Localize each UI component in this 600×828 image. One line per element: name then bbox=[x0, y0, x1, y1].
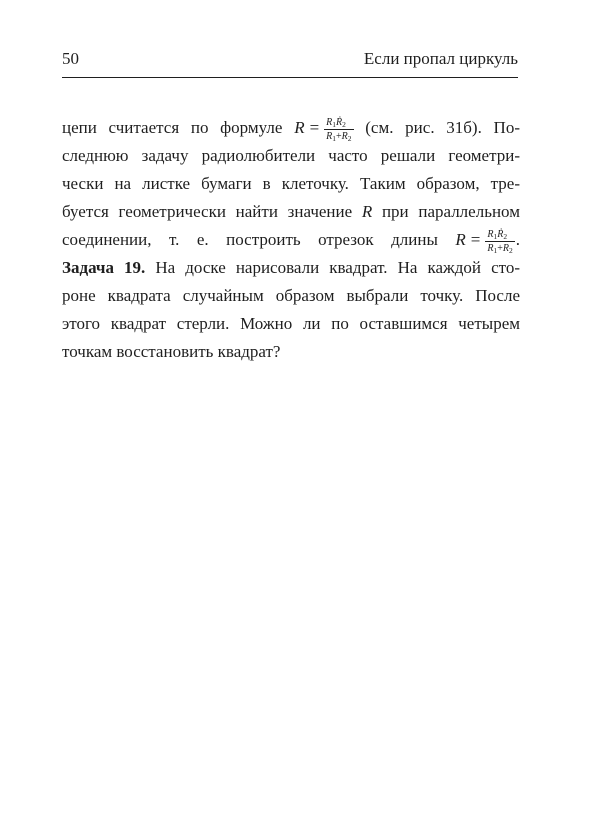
page-number: 50 bbox=[62, 49, 79, 68]
formula-parallel-resistance bbox=[294, 116, 353, 143]
math-var-R: R bbox=[294, 118, 305, 137]
text-line-3: чески на листке бумаги в клеточку. Таким образом, тре- bbox=[62, 174, 520, 193]
text-line-7: роне квадрата случайным образом выбрали точку. После bbox=[62, 286, 520, 305]
equals-sign: = bbox=[470, 230, 481, 249]
resistance-fraction bbox=[485, 229, 514, 254]
resistance-fraction bbox=[324, 117, 353, 142]
sentence-period: . bbox=[515, 230, 520, 249]
text-line-8: этого квадрат стерли. Можно ли по оставшимся четырем bbox=[62, 314, 520, 333]
math-var-R: R bbox=[361, 202, 373, 221]
fraction-denominator: $R_1+R_2$ bbox=[326, 130, 352, 143]
page-header bbox=[62, 49, 518, 78]
fraction-denominator: $R_1+R_2$ bbox=[487, 242, 513, 255]
text-line-5: соединении, т. е. построить отрезок длины R = $\frac{R_1Ṙ_2}{R_1+R_2}$ . bbox=[62, 228, 520, 255]
problem-label: Задача 19. bbox=[62, 258, 146, 277]
formula-parallel-resistance bbox=[455, 228, 514, 255]
text-line-6: Задача 19. На доске нарисовали квадрат. На каждой сто- bbox=[62, 258, 520, 277]
math-var-R: R bbox=[455, 230, 466, 249]
text-line-4: буется геометрически найти значение R при параллельном bbox=[62, 202, 520, 221]
page-body bbox=[62, 114, 520, 366]
line1-tail: (см. рис. 31б). По- bbox=[353, 118, 520, 137]
text-line-9: точкам восстановить квадрат? bbox=[62, 342, 281, 361]
text-line-2: следнюю задачу радиолюбители часто решали геометри- bbox=[62, 146, 520, 165]
equals-sign: = bbox=[309, 118, 320, 137]
line1-text: цепи считается по формуле bbox=[62, 118, 295, 137]
running-title: Если пропал циркуль bbox=[363, 49, 518, 68]
fraction-numerator: $R_1Ṙ_2$ bbox=[324, 117, 353, 130]
fraction-numerator: $R_1Ṙ_2$ bbox=[485, 229, 514, 242]
text-line-1 bbox=[62, 114, 520, 142]
